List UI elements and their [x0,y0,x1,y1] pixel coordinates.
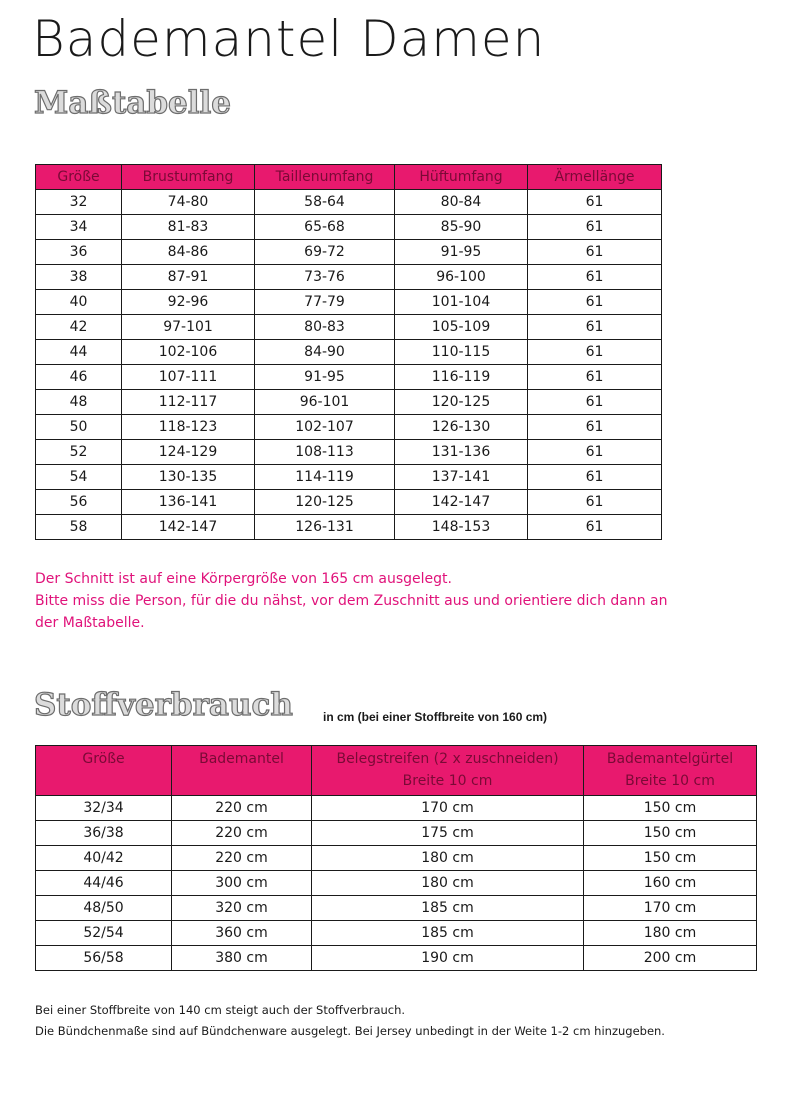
fabric-table-body [36,796,757,971]
table-cell: 61 [528,465,662,490]
table-cell: 107-111 [122,365,255,390]
table-cell: 69-72 [255,240,395,265]
fabric-column-header-line: Belegstreifen (2 x zuschneiden) [336,751,559,767]
table-cell: 74-80 [122,190,255,215]
table-cell: 105-109 [395,315,528,340]
table-cell: 150 cm [584,796,757,821]
table-cell: 48 [36,390,122,415]
table-row [36,871,757,896]
table-cell: 180 cm [312,871,584,896]
table-cell: 77-79 [255,290,395,315]
table-cell: 61 [528,365,662,390]
table-cell: 32/34 [36,796,172,821]
table-cell: 180 cm [312,846,584,871]
table-cell: 34 [36,215,122,240]
size-chart-table [35,164,662,540]
table-row [36,390,662,415]
size-note [35,568,775,634]
table-cell: 360 cm [172,921,312,946]
table-cell: 160 cm [584,871,757,896]
table-cell: 148-153 [395,515,528,540]
table-cell: 61 [528,415,662,440]
table-cell: 114-119 [255,465,395,490]
table-cell: 130-135 [122,465,255,490]
size-chart-column-header: Größe [36,165,122,190]
table-cell: 91-95 [255,365,395,390]
table-cell: 101-104 [395,290,528,315]
table-cell: 36/38 [36,821,172,846]
size-chart-heading: Maßtabelle [34,85,232,121]
table-row [36,515,662,540]
table-cell: 52 [36,440,122,465]
table-cell: 61 [528,215,662,240]
table-cell: 56 [36,490,122,515]
fabric-header-row [36,746,757,796]
table-cell: 92-96 [122,290,255,315]
size-chart-column-header: Taillenumfang [255,165,395,190]
table-cell: 120-125 [255,490,395,515]
table-cell: 96-101 [255,390,395,415]
fabric-column-header-line: Breite 10 cm [402,773,493,789]
table-cell: 91-95 [395,240,528,265]
fabric-column-header-line: Bademantelgürtel [606,751,734,767]
table-cell: 220 cm [172,821,312,846]
table-cell: 170 cm [312,796,584,821]
table-cell: 112-117 [122,390,255,415]
table-cell: 120-125 [395,390,528,415]
table-cell: 200 cm [584,946,757,971]
table-cell: 126-131 [255,515,395,540]
fabric-column-header [36,746,172,796]
table-cell: 118-123 [122,415,255,440]
fabric-subheading: in cm (bei einer Stoffbreite von 160 cm) [323,710,548,724]
table-row [36,821,757,846]
table-cell: 320 cm [172,896,312,921]
table-cell: 40 [36,290,122,315]
table-cell: 126-130 [395,415,528,440]
table-cell: 50 [36,415,122,440]
size-chart-column-header: Ärmellänge [528,165,662,190]
table-cell: 54 [36,465,122,490]
footer-note-line: Die Bündchenmaße sind auf Bündchenware ausgelegt. Bei Jersey unbedingt in der Weite 1-2 cm hinzugeben. [35,1024,665,1038]
table-cell: 380 cm [172,946,312,971]
table-cell: 185 cm [312,921,584,946]
fabric-table [35,745,757,971]
table-cell: 96-100 [395,265,528,290]
size-chart-column-header: Hüftumfang [395,165,528,190]
table-cell: 80-84 [395,190,528,215]
table-cell: 44 [36,340,122,365]
table-cell: 142-147 [395,490,528,515]
table-row [36,896,757,921]
table-cell: 300 cm [172,871,312,896]
table-cell: 102-107 [255,415,395,440]
table-cell: 61 [528,315,662,340]
table-cell: 108-113 [255,440,395,465]
table-cell: 61 [528,340,662,365]
fabric-column-header [312,746,584,796]
fabric-column-header [172,746,312,796]
table-row [36,265,662,290]
table-cell: 116-119 [395,365,528,390]
table-cell: 46 [36,365,122,390]
footer-note-line: Bei einer Stoffbreite von 140 cm steigt auch der Stoffverbrauch. [35,1003,406,1017]
table-cell: 180 cm [584,921,757,946]
table-cell: 44/46 [36,871,172,896]
table-cell: 61 [528,240,662,265]
table-row [36,340,662,365]
table-cell: 102-106 [122,340,255,365]
table-row [36,465,662,490]
table-cell: 80-83 [255,315,395,340]
footer-note [35,1000,785,1042]
table-cell: 61 [528,440,662,465]
table-cell: 142-147 [122,515,255,540]
table-row [36,290,662,315]
fabric-heading: Stoffverbrauch [34,687,293,723]
table-cell: 61 [528,390,662,415]
table-cell: 58-64 [255,190,395,215]
table-row [36,490,662,515]
table-row [36,190,662,215]
table-cell: 61 [528,490,662,515]
size-chart-body [36,190,662,540]
table-cell: 220 cm [172,846,312,871]
table-cell: 150 cm [584,821,757,846]
table-row [36,796,757,821]
fabric-column-header-line: Größe [82,751,125,767]
table-cell: 42 [36,315,122,340]
table-cell: 48/50 [36,896,172,921]
table-cell: 220 cm [172,796,312,821]
size-note-line: Der Schnitt ist auf eine Körpergröße von 165 cm ausgelegt. [35,571,452,587]
table-cell: 61 [528,290,662,315]
table-row [36,846,757,871]
table-cell: 61 [528,515,662,540]
table-cell: 124-129 [122,440,255,465]
table-cell: 38 [36,265,122,290]
table-cell: 85-90 [395,215,528,240]
table-cell: 84-90 [255,340,395,365]
table-row [36,315,662,340]
fabric-column-header-line: Breite 10 cm [625,773,715,789]
table-cell: 170 cm [584,896,757,921]
table-row [36,440,662,465]
table-row [36,415,662,440]
table-cell: 84-86 [122,240,255,265]
size-chart-column-header: Brustumfang [122,165,255,190]
table-cell: 65-68 [255,215,395,240]
table-cell: 150 cm [584,846,757,871]
table-row [36,946,757,971]
table-cell: 137-141 [395,465,528,490]
table-cell: 97-101 [122,315,255,340]
table-cell: 190 cm [312,946,584,971]
table-row [36,240,662,265]
table-cell: 73-76 [255,265,395,290]
table-cell: 87-91 [122,265,255,290]
table-cell: 58 [36,515,122,540]
size-note-line: der Maßtabelle. [35,615,145,631]
size-chart-header-row [36,165,662,190]
table-row [36,921,757,946]
table-cell: 110-115 [395,340,528,365]
table-cell: 136-141 [122,490,255,515]
table-cell: 32 [36,190,122,215]
page-title: Bademantel Damen [32,10,546,68]
table-cell: 52/54 [36,921,172,946]
table-cell: 131-136 [395,440,528,465]
table-cell: 61 [528,265,662,290]
table-row [36,365,662,390]
table-cell: 40/42 [36,846,172,871]
size-note-line: Bitte miss die Person, für die du nähst, vor dem Zuschnitt aus und orientiere dich dann an [35,593,668,609]
table-cell: 185 cm [312,896,584,921]
table-row [36,215,662,240]
table-cell: 81-83 [122,215,255,240]
fabric-column-header [584,746,757,796]
table-cell: 36 [36,240,122,265]
table-cell: 175 cm [312,821,584,846]
table-cell: 61 [528,190,662,215]
table-cell: 56/58 [36,946,172,971]
fabric-column-header-line: Bademantel [199,751,284,767]
